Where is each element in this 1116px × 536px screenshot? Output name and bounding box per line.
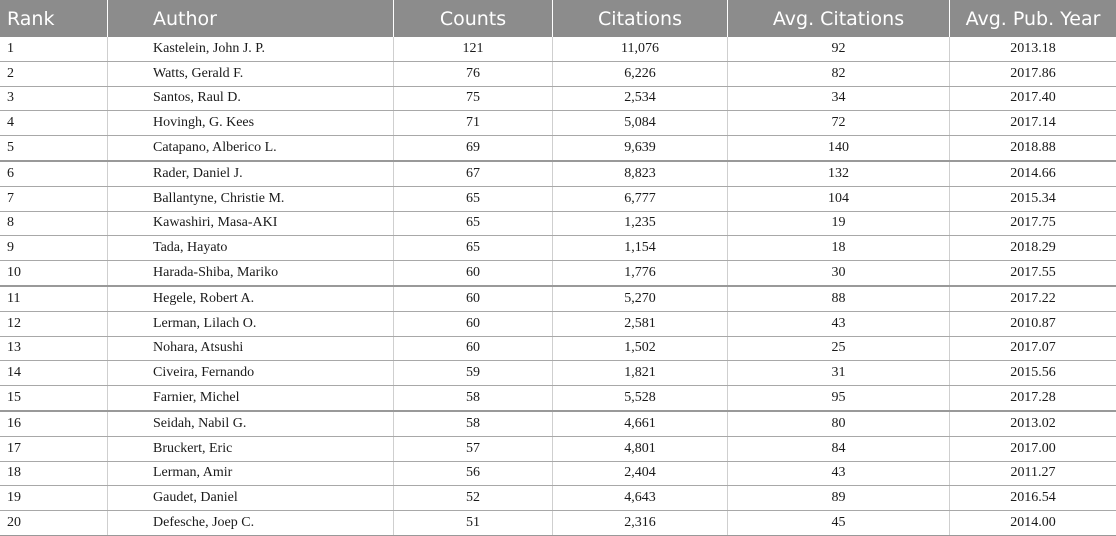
cell-author: Harada-Shiba, Mariko xyxy=(108,261,394,286)
table-body xyxy=(0,37,1116,535)
cell-avg-pub-year: 2014.66 xyxy=(950,161,1116,186)
header-author: Author xyxy=(108,0,394,37)
cell-rank: 5 xyxy=(0,136,108,161)
cell-author: Hovingh, G. Kees xyxy=(108,111,394,136)
cell-author: Farnier, Michel xyxy=(108,386,394,411)
cell-rank: 1 xyxy=(0,37,108,61)
table-row xyxy=(0,511,1116,536)
cell-counts: 67 xyxy=(394,161,553,186)
cell-avg-citations: 95 xyxy=(728,386,950,411)
cell-author: Santos, Raul D. xyxy=(108,86,394,111)
cell-citations: 1,821 xyxy=(553,361,728,386)
cell-counts: 60 xyxy=(394,261,553,286)
table-row xyxy=(0,186,1116,211)
cell-avg-pub-year: 2013.18 xyxy=(950,37,1116,61)
cell-citations: 6,777 xyxy=(553,186,728,211)
cell-rank: 18 xyxy=(0,461,108,486)
header-avg-pub-year: Avg. Pub. Year xyxy=(950,0,1116,37)
cell-citations: 1,502 xyxy=(553,336,728,361)
cell-avg-pub-year: 2017.28 xyxy=(950,386,1116,411)
cell-counts: 56 xyxy=(394,461,553,486)
cell-citations: 11,076 xyxy=(553,37,728,61)
cell-citations: 5,270 xyxy=(553,286,728,311)
cell-avg-pub-year: 2018.88 xyxy=(950,136,1116,161)
cell-citations: 2,581 xyxy=(553,311,728,336)
cell-author: Kawashiri, Masa-AKI xyxy=(108,211,394,236)
cell-avg-citations: 18 xyxy=(728,236,950,261)
cell-author: Kastelein, John J. P. xyxy=(108,37,394,61)
table-row xyxy=(0,461,1116,486)
cell-counts: 52 xyxy=(394,486,553,511)
cell-avg-citations: 34 xyxy=(728,86,950,111)
header-counts: Counts xyxy=(394,0,553,37)
cell-author: Bruckert, Eric xyxy=(108,436,394,461)
cell-avg-pub-year: 2017.86 xyxy=(950,61,1116,86)
cell-citations: 4,661 xyxy=(553,411,728,436)
cell-avg-pub-year: 2015.34 xyxy=(950,186,1116,211)
cell-counts: 60 xyxy=(394,311,553,336)
table-row xyxy=(0,386,1116,411)
cell-author: Catapano, Alberico L. xyxy=(108,136,394,161)
cell-counts: 58 xyxy=(394,411,553,436)
cell-rank: 13 xyxy=(0,336,108,361)
table-header xyxy=(0,0,1116,37)
cell-citations: 6,226 xyxy=(553,61,728,86)
cell-rank: 10 xyxy=(0,261,108,286)
cell-avg-citations: 92 xyxy=(728,37,950,61)
cell-avg-pub-year: 2017.07 xyxy=(950,336,1116,361)
cell-rank: 11 xyxy=(0,286,108,311)
cell-avg-pub-year: 2017.75 xyxy=(950,211,1116,236)
cell-author: Defesche, Joep C. xyxy=(108,511,394,536)
cell-avg-citations: 43 xyxy=(728,461,950,486)
table-row xyxy=(0,211,1116,236)
cell-rank: 4 xyxy=(0,111,108,136)
cell-citations: 4,801 xyxy=(553,436,728,461)
cell-avg-citations: 89 xyxy=(728,486,950,511)
cell-avg-pub-year: 2011.27 xyxy=(950,461,1116,486)
table-row xyxy=(0,411,1116,436)
cell-avg-citations: 19 xyxy=(728,211,950,236)
table-row xyxy=(0,136,1116,161)
cell-avg-citations: 82 xyxy=(728,61,950,86)
cell-avg-pub-year: 2017.40 xyxy=(950,86,1116,111)
cell-counts: 60 xyxy=(394,336,553,361)
cell-author: Gaudet, Daniel xyxy=(108,486,394,511)
cell-author: Lerman, Lilach O. xyxy=(108,311,394,336)
cell-avg-pub-year: 2013.02 xyxy=(950,411,1116,436)
cell-rank: 8 xyxy=(0,211,108,236)
cell-author: Hegele, Robert A. xyxy=(108,286,394,311)
cell-citations: 1,154 xyxy=(553,236,728,261)
cell-citations: 1,776 xyxy=(553,261,728,286)
header-row xyxy=(0,0,1116,37)
cell-avg-citations: 84 xyxy=(728,436,950,461)
cell-rank: 9 xyxy=(0,236,108,261)
cell-avg-citations: 31 xyxy=(728,361,950,386)
cell-citations: 2,404 xyxy=(553,461,728,486)
cell-author: Watts, Gerald F. xyxy=(108,61,394,86)
cell-avg-citations: 72 xyxy=(728,111,950,136)
cell-avg-citations: 45 xyxy=(728,511,950,536)
cell-avg-citations: 104 xyxy=(728,186,950,211)
cell-avg-pub-year: 2017.14 xyxy=(950,111,1116,136)
cell-rank: 6 xyxy=(0,161,108,186)
cell-citations: 2,316 xyxy=(553,511,728,536)
cell-avg-citations: 30 xyxy=(728,261,950,286)
cell-rank: 20 xyxy=(0,511,108,536)
table-row xyxy=(0,286,1116,311)
header-citations: Citations xyxy=(553,0,728,37)
cell-rank: 16 xyxy=(0,411,108,436)
table-row xyxy=(0,236,1116,261)
table-row xyxy=(0,61,1116,86)
cell-avg-citations: 132 xyxy=(728,161,950,186)
cell-avg-citations: 43 xyxy=(728,311,950,336)
cell-counts: 58 xyxy=(394,386,553,411)
table-row xyxy=(0,486,1116,511)
cell-avg-pub-year: 2017.22 xyxy=(950,286,1116,311)
cell-counts: 65 xyxy=(394,236,553,261)
table-row xyxy=(0,161,1116,186)
cell-rank: 7 xyxy=(0,186,108,211)
cell-avg-citations: 25 xyxy=(728,336,950,361)
cell-rank: 2 xyxy=(0,61,108,86)
cell-rank: 15 xyxy=(0,386,108,411)
cell-counts: 51 xyxy=(394,511,553,536)
cell-counts: 76 xyxy=(394,61,553,86)
table-row xyxy=(0,261,1116,286)
header-avg-citations: Avg. Citations xyxy=(728,0,950,37)
cell-author: Tada, Hayato xyxy=(108,236,394,261)
table-row xyxy=(0,37,1116,61)
cell-counts: 121 xyxy=(394,37,553,61)
cell-avg-citations: 140 xyxy=(728,136,950,161)
header-rank: Rank xyxy=(0,0,108,37)
cell-author: Rader, Daniel J. xyxy=(108,161,394,186)
cell-citations: 5,528 xyxy=(553,386,728,411)
table-row xyxy=(0,111,1116,136)
cell-avg-pub-year: 2017.00 xyxy=(950,436,1116,461)
cell-counts: 65 xyxy=(394,211,553,236)
cell-rank: 14 xyxy=(0,361,108,386)
cell-counts: 71 xyxy=(394,111,553,136)
cell-counts: 75 xyxy=(394,86,553,111)
cell-counts: 60 xyxy=(394,286,553,311)
cell-author: Seidah, Nabil G. xyxy=(108,411,394,436)
cell-avg-citations: 80 xyxy=(728,411,950,436)
table-row xyxy=(0,436,1116,461)
cell-author: Civeira, Fernando xyxy=(108,361,394,386)
cell-author: Ballantyne, Christie M. xyxy=(108,186,394,211)
cell-rank: 12 xyxy=(0,311,108,336)
cell-avg-pub-year: 2017.55 xyxy=(950,261,1116,286)
cell-citations: 8,823 xyxy=(553,161,728,186)
cell-citations: 9,639 xyxy=(553,136,728,161)
cell-counts: 69 xyxy=(394,136,553,161)
cell-citations: 1,235 xyxy=(553,211,728,236)
cell-rank: 3 xyxy=(0,86,108,111)
cell-avg-citations: 88 xyxy=(728,286,950,311)
cell-citations: 2,534 xyxy=(553,86,728,111)
cell-citations: 4,643 xyxy=(553,486,728,511)
table-row xyxy=(0,336,1116,361)
cell-avg-pub-year: 2010.87 xyxy=(950,311,1116,336)
cell-avg-pub-year: 2018.29 xyxy=(950,236,1116,261)
cell-author: Nohara, Atsushi xyxy=(108,336,394,361)
table-row xyxy=(0,311,1116,336)
cell-avg-pub-year: 2014.00 xyxy=(950,511,1116,536)
cell-avg-pub-year: 2016.54 xyxy=(950,486,1116,511)
cell-citations: 5,084 xyxy=(553,111,728,136)
cell-counts: 59 xyxy=(394,361,553,386)
cell-counts: 57 xyxy=(394,436,553,461)
table-row xyxy=(0,86,1116,111)
table-row xyxy=(0,361,1116,386)
cell-rank: 19 xyxy=(0,486,108,511)
cell-rank: 17 xyxy=(0,436,108,461)
cell-author: Lerman, Amir xyxy=(108,461,394,486)
cell-counts: 65 xyxy=(394,186,553,211)
cell-avg-pub-year: 2015.56 xyxy=(950,361,1116,386)
